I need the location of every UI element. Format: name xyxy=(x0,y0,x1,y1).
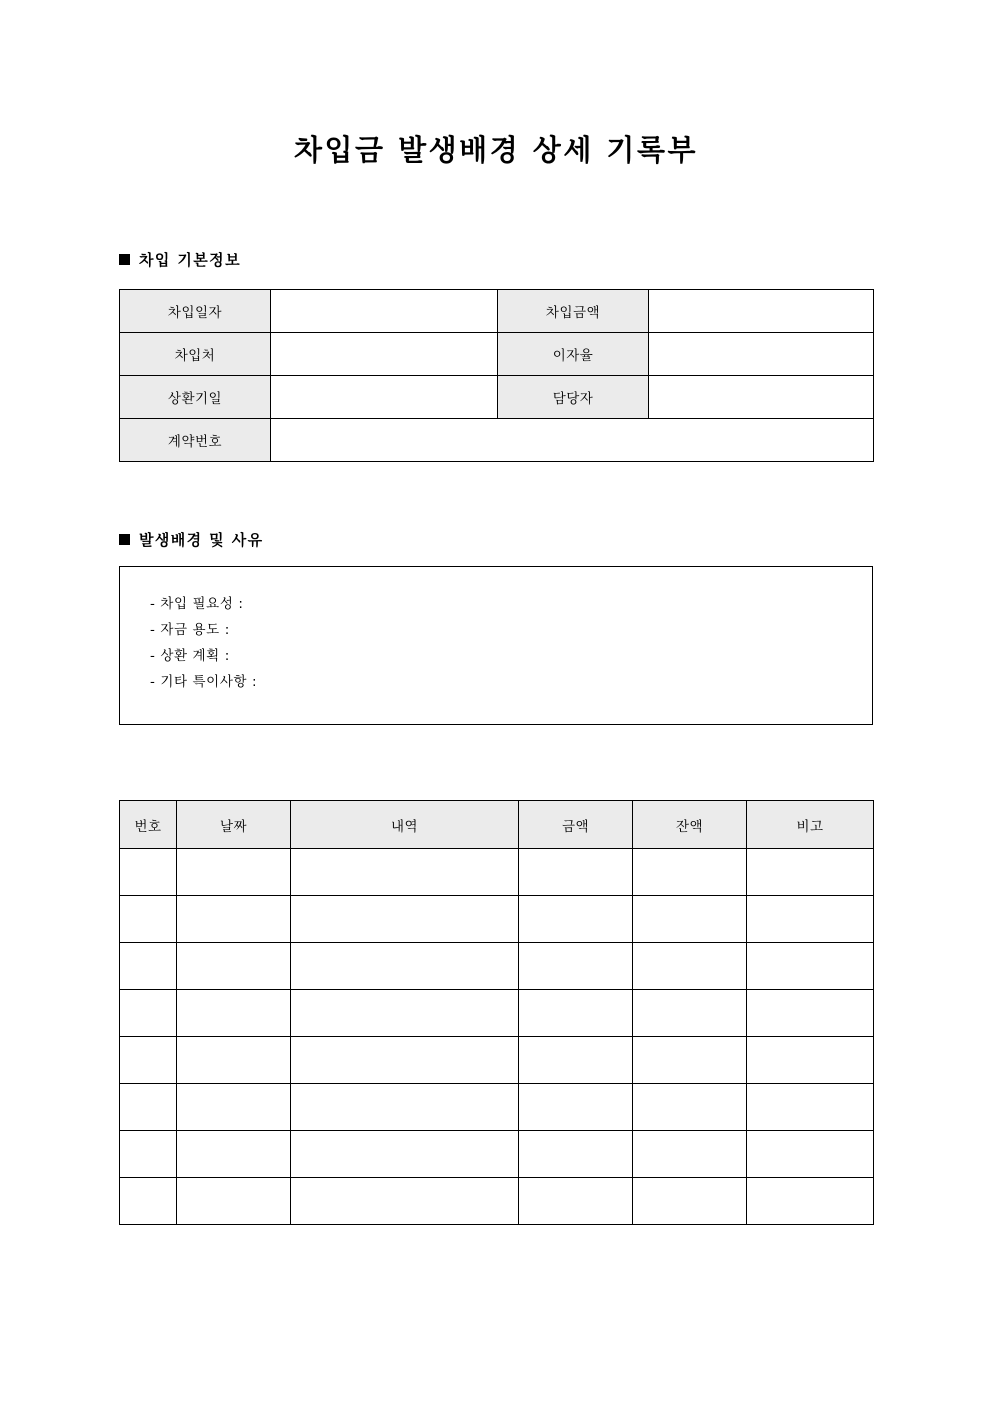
cell-remarks[interactable] xyxy=(747,1178,874,1225)
cell-balance[interactable] xyxy=(633,1131,747,1178)
cell-date[interactable] xyxy=(177,990,291,1037)
table-row xyxy=(120,1037,874,1084)
cell-date[interactable] xyxy=(177,849,291,896)
cell-balance[interactable] xyxy=(633,1178,747,1225)
cell-remarks[interactable] xyxy=(747,990,874,1037)
cell-amount[interactable] xyxy=(519,1131,633,1178)
cell-amount[interactable] xyxy=(519,1084,633,1131)
table-header-row xyxy=(120,801,874,849)
field-value-interest-rate[interactable] xyxy=(649,333,874,376)
cell-amount[interactable] xyxy=(519,1037,633,1084)
cell-balance[interactable] xyxy=(633,990,747,1037)
cell-balance[interactable] xyxy=(633,849,747,896)
field-label-contract-number: 계약번호 xyxy=(120,419,271,462)
table-row xyxy=(120,943,874,990)
cell-description[interactable] xyxy=(291,943,519,990)
table-row xyxy=(120,849,874,896)
cell-date[interactable] xyxy=(177,1037,291,1084)
cell-balance[interactable] xyxy=(633,1037,747,1084)
table-row xyxy=(120,990,874,1037)
column-header-remarks: 비고 xyxy=(747,801,874,849)
field-label-loan-date: 차입일자 xyxy=(120,290,271,333)
column-header-balance: 잔액 xyxy=(633,801,747,849)
field-label-lender: 차입처 xyxy=(120,333,271,376)
field-label-manager: 담당자 xyxy=(498,376,649,419)
cell-number[interactable] xyxy=(120,1131,177,1178)
cell-remarks[interactable] xyxy=(747,1084,874,1131)
cell-description[interactable] xyxy=(291,849,519,896)
cell-date[interactable] xyxy=(177,1131,291,1178)
section-heading-background xyxy=(119,529,263,550)
cell-balance[interactable] xyxy=(633,896,747,943)
page-title: 차입금 발생배경 상세 기록부 xyxy=(294,133,698,167)
table-row xyxy=(120,419,874,462)
cell-remarks[interactable] xyxy=(747,1037,874,1084)
table-row xyxy=(120,290,874,333)
cell-description[interactable] xyxy=(291,1178,519,1225)
cell-description[interactable] xyxy=(291,1037,519,1084)
cell-balance[interactable] xyxy=(633,943,747,990)
cell-amount[interactable] xyxy=(519,990,633,1037)
column-header-number: 번호 xyxy=(120,801,177,849)
cell-remarks[interactable] xyxy=(747,849,874,896)
table-row xyxy=(120,1131,874,1178)
table-row xyxy=(120,1178,874,1225)
background-reason-box[interactable] xyxy=(119,566,873,725)
memo-line-other-notes: - 기타 특이사항 : xyxy=(150,674,258,690)
cell-number[interactable] xyxy=(120,990,177,1037)
cell-balance[interactable] xyxy=(633,1084,747,1131)
ledger-table-body xyxy=(120,849,874,1225)
cell-description[interactable] xyxy=(291,1131,519,1178)
field-value-manager[interactable] xyxy=(649,376,874,419)
cell-number[interactable] xyxy=(120,896,177,943)
cell-number[interactable] xyxy=(120,849,177,896)
table-row xyxy=(120,333,874,376)
cell-date[interactable] xyxy=(177,1178,291,1225)
memo-line-repayment-plan: - 상환 계획 : xyxy=(150,648,230,664)
ledger-table xyxy=(119,800,874,1225)
black-square-icon xyxy=(119,534,130,545)
cell-amount[interactable] xyxy=(519,1178,633,1225)
section-heading-basic-info xyxy=(119,249,241,270)
cell-number[interactable] xyxy=(120,943,177,990)
cell-description[interactable] xyxy=(291,896,519,943)
memo-line-fund-usage: - 자금 용도 : xyxy=(150,622,230,638)
cell-number[interactable] xyxy=(120,1084,177,1131)
field-value-due-date[interactable] xyxy=(271,376,498,419)
section-heading-background-label: 발생배경 및 사유 xyxy=(139,531,264,549)
cell-amount[interactable] xyxy=(519,943,633,990)
column-header-date: 날짜 xyxy=(177,801,291,849)
field-label-interest-rate: 이자율 xyxy=(498,333,649,376)
cell-date[interactable] xyxy=(177,1084,291,1131)
cell-remarks[interactable] xyxy=(747,943,874,990)
section-heading-basic-info-label: 차입 기본정보 xyxy=(139,251,241,269)
memo-line-necessity: - 차입 필요성 : xyxy=(150,596,244,612)
black-square-icon xyxy=(119,254,130,265)
table-row xyxy=(120,896,874,943)
cell-description[interactable] xyxy=(291,1084,519,1131)
column-header-amount: 금액 xyxy=(519,801,633,849)
field-label-loan-amount: 차입금액 xyxy=(498,290,649,333)
field-label-due-date: 상환기일 xyxy=(120,376,271,419)
cell-date[interactable] xyxy=(177,896,291,943)
column-header-description: 내역 xyxy=(291,801,519,849)
field-value-loan-date[interactable] xyxy=(271,290,498,333)
cell-description[interactable] xyxy=(291,990,519,1037)
cell-date[interactable] xyxy=(177,943,291,990)
field-value-loan-amount[interactable] xyxy=(649,290,874,333)
cell-amount[interactable] xyxy=(519,849,633,896)
cell-remarks[interactable] xyxy=(747,896,874,943)
cell-number[interactable] xyxy=(120,1178,177,1225)
table-row xyxy=(120,376,874,419)
table-row xyxy=(120,1084,874,1131)
field-value-lender[interactable] xyxy=(271,333,498,376)
cell-remarks[interactable] xyxy=(747,1131,874,1178)
field-value-contract-number[interactable] xyxy=(271,419,874,462)
basic-info-table xyxy=(119,289,874,462)
cell-amount[interactable] xyxy=(519,896,633,943)
cell-number[interactable] xyxy=(120,1037,177,1084)
